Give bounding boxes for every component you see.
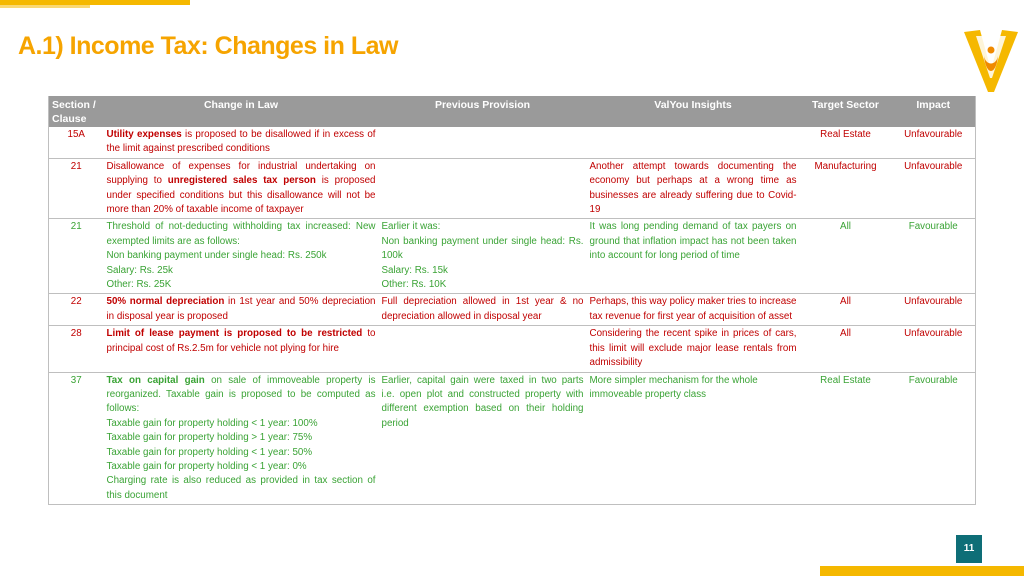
- insights-cell: Perhaps, this way policy maker tries to increase tax revenue for first year of acquisition of asset: [589, 296, 797, 322]
- previous-cell: Earlier, capital gain were taxed in two parts i.e. open plot and constructed property with different exemption based on their holding period: [381, 374, 584, 429]
- previous-cell: Earlier it was: Non banking payment under single head: Rs. 100k Salary: Rs. 15k Other: Rs. 10K: [381, 221, 584, 291]
- section-cell: 21: [70, 221, 82, 233]
- slide-title: A.1) Income Tax: Changes in Law: [18, 32, 398, 60]
- header-change-in-law: Change in Law: [104, 96, 379, 127]
- impact-cell: Favourable: [908, 221, 958, 233]
- section-cell: 15A: [67, 129, 85, 140]
- header-section: Section / Clause: [49, 96, 104, 127]
- previous-cell: [379, 326, 587, 372]
- table-header-row: [49, 96, 976, 127]
- section-cell: 21: [70, 160, 82, 172]
- insights-cell: Another attempt towards documenting the economy but perhaps at a wrong time as businesses are already suffering due to Covid-19: [589, 160, 797, 216]
- table-row: [49, 372, 976, 505]
- table-row: [49, 158, 976, 219]
- section-cell: 28: [70, 328, 82, 340]
- impact-cell: Favourable: [908, 374, 958, 386]
- change-cell: Disallowance of expenses for industrial undertaking on supplying to unregistered sales tax person is proposed under specified conditions but this disallowance will not be more than 20% of taxable income of taxpayer: [106, 160, 376, 216]
- insights-cell: [587, 127, 800, 158]
- insights-cell: More simpler mechanism for the whole immoveable property class: [589, 374, 758, 400]
- section-cell: 37: [70, 374, 82, 386]
- change-cell: Threshold of not-deducting withholding tax increased: New exempted limits are as follows: Non banking payment under single head: Rs. 250k Salary: Rs. 25k Other: Rs. 25K: [106, 221, 376, 291]
- section-cell: 22: [70, 296, 82, 308]
- header-valyou-insights: ValYou Insights: [587, 96, 800, 127]
- change-cell: Limit of lease payment is proposed to be restricted to principal cost of Rs.2.5m for vehicle not plying for hire: [106, 328, 376, 354]
- header-target-sector: Target Sector: [800, 96, 892, 127]
- bottom-accent-bar: [820, 566, 1024, 576]
- change-cell: 50% normal depreciation in 1st year and 50% depreciation in disposal year is proposed: [106, 296, 376, 322]
- impact-cell: Unfavourable: [904, 160, 963, 172]
- previous-cell: [379, 158, 587, 219]
- insights-cell: Considering the recent spike in prices of cars, this limit will exclude major lease rentals from admissibility: [589, 328, 797, 369]
- impact-cell: Unfavourable: [904, 328, 963, 340]
- header-previous-provision: Previous Provision: [379, 96, 587, 127]
- impact-cell: Unfavourable: [904, 296, 963, 308]
- table-row: [49, 219, 976, 294]
- sector-cell: All: [840, 221, 851, 233]
- top-accent-bar-secondary: [0, 5, 90, 8]
- change-cell: Tax on capital gain on sale of immoveable property is reorganized. Taxable gain is proposed to be computed as follows: Taxable gain for property holding < 1 year: 100% Taxable gain for property holding > 1 year: 75% Taxable gain for property holding < 1 year: 50% Taxable gain for property holding < 1 year: 0% Charging rate is also reduced as provided in tax section of this document: [106, 374, 376, 501]
- table-row: [49, 326, 976, 372]
- sector-cell: All: [840, 296, 851, 308]
- table-row: [49, 294, 976, 326]
- changes-in-law-table: [48, 96, 976, 505]
- sector-cell: All: [840, 328, 851, 340]
- previous-cell: [379, 127, 587, 158]
- impact-cell: Unfavourable: [904, 129, 963, 140]
- valyou-logo-icon: [962, 26, 1020, 96]
- page-number-badge: 11: [956, 535, 982, 563]
- change-cell: Utility expenses is proposed to be disallowed if in excess of the limit against prescribed conditions: [106, 129, 376, 155]
- previous-cell: Full depreciation allowed in 1st year & no depreciation allowed in disposal year: [381, 296, 584, 322]
- sector-cell: Real Estate: [820, 129, 871, 140]
- insights-cell: It was long pending demand of tax payers on ground that inflation impact has not been taken into account for long period of time: [589, 221, 797, 262]
- header-impact: Impact: [892, 96, 976, 127]
- sector-cell: Real Estate: [820, 374, 871, 386]
- table-row: [49, 127, 976, 158]
- sector-cell: Manufacturing: [814, 160, 877, 172]
